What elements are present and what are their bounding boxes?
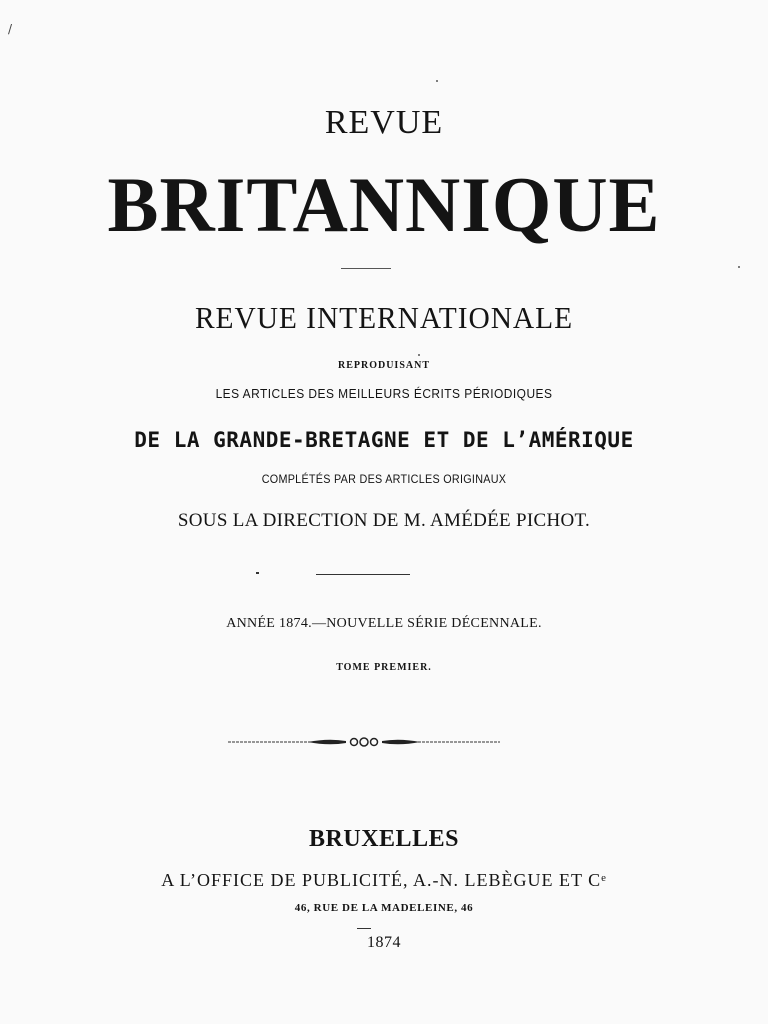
title-britannique: BRITANNIQUE [107, 161, 661, 248]
margin-pencil-mark: / [8, 22, 13, 36]
reproduisant-text: REPRODUISANT [337, 360, 430, 371]
paper-speck [418, 354, 420, 356]
publisher-line: A L’OFFICE DE PUBLICITÉ, A.-N. LEBÈGUE ET Cᵉ [161, 870, 607, 890]
title-revue: REVUE [324, 104, 444, 141]
subtitle-revue-internationale: REVUE INTERNATIONALE [194, 300, 574, 335]
tome-line: TOME PREMIER. [336, 662, 432, 673]
publication-year: 1874 [367, 934, 401, 951]
ornament-divider [228, 730, 500, 754]
completes-line: COMPLÉTÉS PAR DES ARTICLES ORIGINAUX [261, 472, 507, 486]
annee-line: ANNÉE 1874.—NOUVELLE SÉRIE DÉCENNALE. [226, 616, 542, 631]
middle-rule-divider [316, 574, 410, 575]
articles-line: LES ARTICLES DES MEILLEURS ÉCRITS PÉRIODIQUES [215, 386, 553, 401]
direction-line: SOUS LA DIRECTION DE M. AMÉDÉE PICHOT. [177, 510, 591, 531]
dash-mark [256, 572, 259, 574]
address-line: 46, RUE DE LA MADELEINE, 46 [294, 902, 474, 914]
paper-speck [738, 266, 740, 268]
city-bruxelles: BRUXELLES [309, 826, 459, 852]
origin-line: DE LA GRANDE-BRETAGNE ET DE L’AMÉRIQUE [134, 428, 634, 452]
year-rule [357, 928, 371, 929]
short-rule-divider [341, 268, 391, 269]
paper-speck [436, 80, 438, 82]
